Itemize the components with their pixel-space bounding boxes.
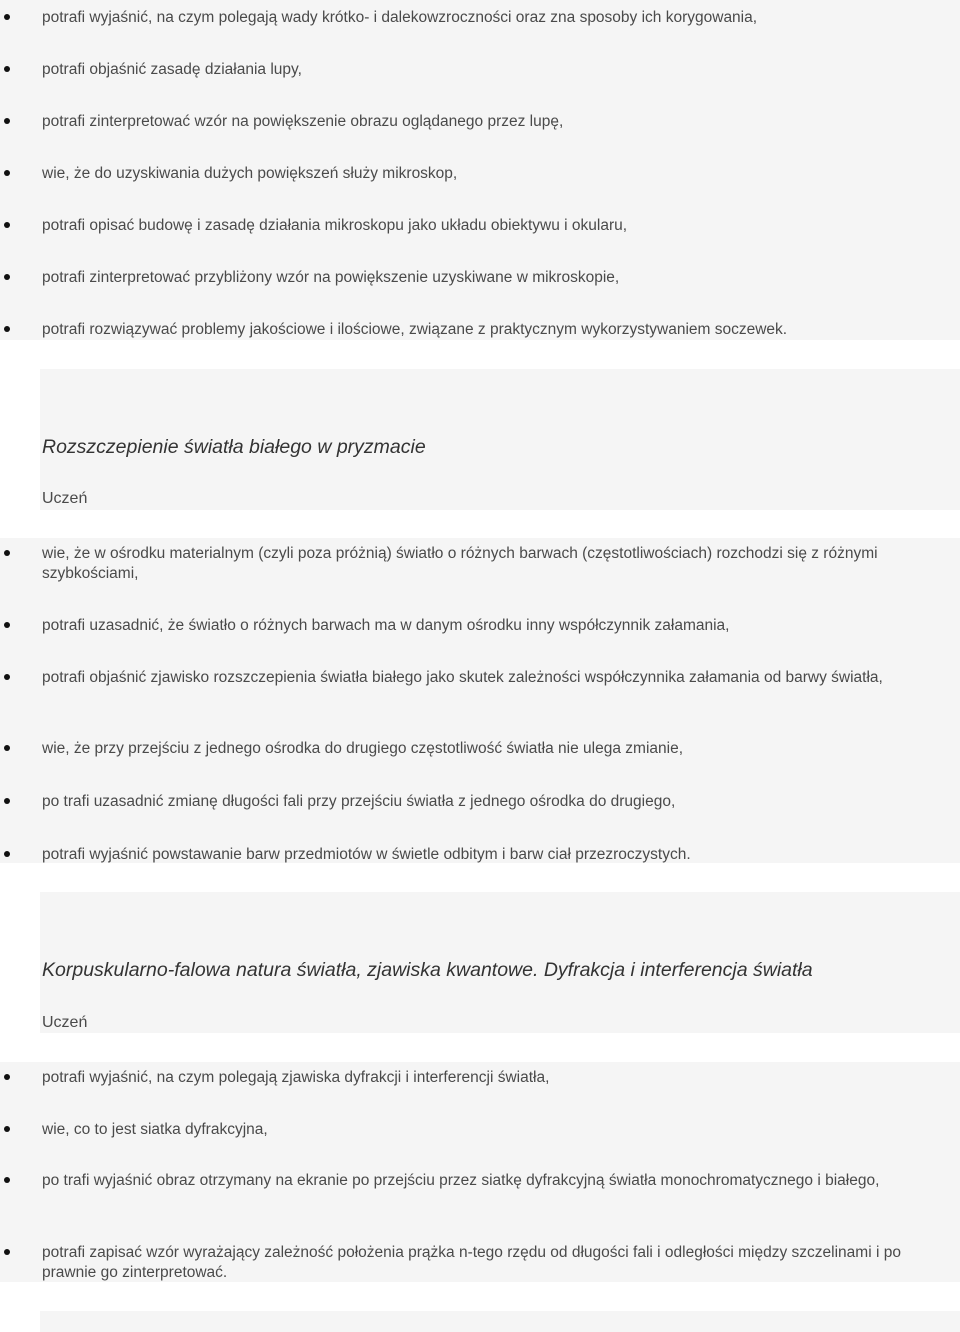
- list-item: wie, że przy przejściu z jednego ośrodka do drugiego częstotliwość światła nie ulega zmianie,: [0, 739, 960, 759]
- bullet-icon: [4, 674, 10, 680]
- list-item: po trafi wyjaśnić obraz otrzymany na ekranie po przejściu przez siatkę dyfrakcyjną światła monochromatycznego i białego,: [0, 1171, 960, 1191]
- section2-subtitle: Uczeń: [42, 490, 88, 507]
- list-item: wie, że w ośrodku materialnym (czyli poza próżnią) światło o różnych barwach (częstotliwościach) rozchodzi się z różnymi szybkościami,: [0, 544, 960, 584]
- list-item: po trafi uzasadnić zmianę długości fali przy przejściu światła z jednego ośrodka do drugiego,: [0, 792, 960, 812]
- list-item: potrafi rozwiązywać problemy jakościowe i ilościowe, związane z praktycznym wykorzystywaniem soczewek.: [0, 320, 960, 340]
- bullet-icon: [4, 1177, 10, 1183]
- section2-background: [0, 538, 960, 863]
- section3-title-part1: Korpuskularno-falowa natura światła, zjawiska kwantowe.: [42, 959, 539, 981]
- list-item: wie, że do uzyskiwania dużych powiększeń służy mikroskop,: [0, 164, 960, 184]
- section3-title: [42, 959, 813, 982]
- bullet-icon: [4, 170, 10, 176]
- section3-title-part2: Dyfrakcja i interferencja światła: [538, 959, 813, 981]
- list-item: potrafi wyjaśnić, na czym polegają zjawiska dyfrakcji i interferencji światła,: [0, 1068, 960, 1088]
- section4-header-background: [40, 1311, 960, 1332]
- bullet-icon: [4, 745, 10, 751]
- bullet-icon: [4, 118, 10, 124]
- list-item: potrafi zapisać wzór wyrażający zależność położenia prążka n-tego rzędu od długości fali i odległości między szczelinami i po prawnie go zinterpretować.: [0, 1243, 960, 1283]
- bullet-icon: [4, 274, 10, 280]
- bullet-icon: [4, 1126, 10, 1132]
- list-item: potrafi zinterpretować wzór na powiększenie obrazu oglądanego przez lupę,: [0, 112, 960, 132]
- list-item: potrafi opisać budowę i zasadę działania mikroskopu jako układu obiektywu i okularu,: [0, 216, 960, 236]
- bullet-icon: [4, 851, 10, 857]
- bullet-icon: [4, 326, 10, 332]
- section3-subtitle: Uczeń: [42, 1014, 88, 1031]
- bullet-icon: [4, 622, 10, 628]
- list-item: potrafi wyjaśnić, na czym polegają wady krótko- i dalekowzroczności oraz zna sposoby ich korygowania,: [0, 8, 960, 28]
- list-item: potrafi zinterpretować przybliżony wzór na powiększenie uzyskiwane w mikroskopie,: [0, 268, 960, 288]
- section2-title: Rozszczepienie światła białego w pryzmacie: [42, 436, 426, 458]
- bullet-icon: [4, 222, 10, 228]
- bullet-icon: [4, 1074, 10, 1080]
- list-item: potrafi wyjaśnić powstawanie barw przedmiotów w świetle odbitym i barw ciał przezroczystych.: [0, 845, 960, 865]
- bullet-icon: [4, 66, 10, 72]
- list-item: potrafi objaśnić zjawisko rozszczepienia światła białego jako skutek zależności współczynnika załamania od barwy światła,: [0, 668, 960, 688]
- list-item: potrafi uzasadnić, że światło o różnych barwach ma w danym ośrodku inny współczynnik załamania,: [0, 616, 960, 636]
- bullet-icon: [4, 1249, 10, 1255]
- bullet-icon: [4, 798, 10, 804]
- bullet-icon: [4, 14, 10, 20]
- list-item: potrafi objaśnić zasadę działania lupy,: [0, 60, 960, 80]
- bullet-icon: [4, 550, 10, 556]
- list-item: wie, co to jest siatka dyfrakcyjna,: [0, 1120, 960, 1140]
